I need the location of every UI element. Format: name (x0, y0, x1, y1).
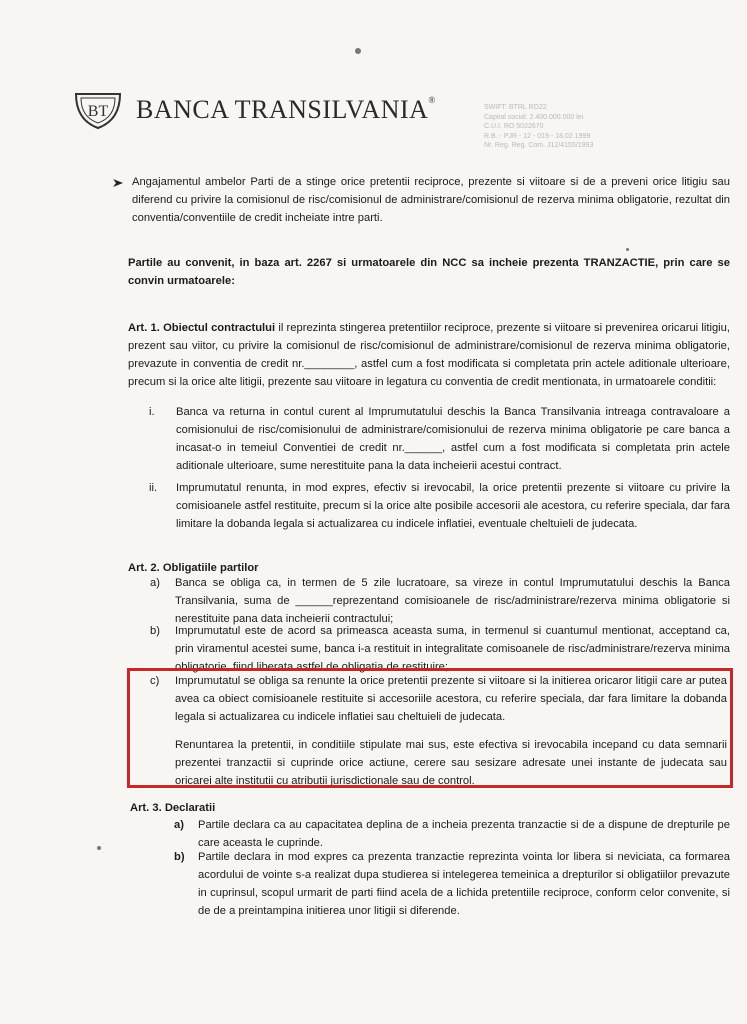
art1-text: il reprezinta stingerea pretentiilor reciproce, prezente si viitoare si prevenirea oricarui litigiu, prezent sau viitor, cu privire la comisionul de risc/comisionul de administrare/comisionul de rezerva minima obligatorie, prevazute in conventia de credit nr.________, astfel cum a fost modificata si completata prin actele aditionale ulterioare, precum si la orice alte litigii, prezente sau viitoare in legatura cu conventia de credit mentionata, in urmatoarele conditii: (128, 322, 730, 388)
art2-item-num: a) (150, 577, 160, 589)
svg-text:BT: BT (87, 103, 109, 120)
bank-address-block: SWIFT: BTRL RO22 Capital social: 2.400.000.000 lei C.U.I. RO 5022670 R.B. - PJR - 12 - 019 - 18.02.1999 Nr. Reg. Reg. Com. J12/4155/1993 (484, 104, 594, 149)
art2-item-text: Imprumutatul se obliga sa renunte la orice pretentii prezente si viitoare si la initierea oricaror litigii care ar putea avea ca obiect comisioanele restituite si accesoriile acestora, cu referire speciala, dar fara limitare la dobanda legala si actualizarea cu indicele inflatiei sau cheltuieli de judecata. (175, 675, 727, 723)
art1-item-text: Imprumutatul renunta, in mod expres, efectiv si irevocabil, la orice pretentii prezente si viitoare cu privire la comisioanele astfel restituite, precum si la orice alte posibile accesorii ale acestora, cu referire speciala, dar fara limitare la dobanda legala si actualizarea cu indicele inflatiei, eventuale cheltuieli de judecata. (176, 482, 730, 530)
convention-paragraph: Partile au convenit, in baza art. 2267 si urmatoarele din NCC sa incheie prezenta TRANZACTIE, prin care se convin urmatoarele: (128, 257, 730, 287)
art2-item-num: c) (150, 675, 160, 687)
scan-speck (97, 846, 101, 850)
brand-name: BANCA TRANSILVANIA® (136, 95, 436, 124)
art1-item-num: ii. (149, 482, 158, 494)
art1-item-text: Banca va returna in contul curent al Imprumutatului deschis la Banca Transilvania intreaga contravaloare a comisionului de risc/comisionului de administrare/comisionului de rezerva minima obligatorie pe care banca a incasat-o in temeiul Conventiei de credit nr.______, astfel cum a fost modificata si completata prin actele aditionale ulterioare, sume nerestituite pana la data incheierii acestui contract. (176, 406, 730, 472)
art2-item-text: Banca se obliga ca, in termen de 5 zile lucratoare, sa vireze in contul Imprumutatului deschis la Banca Transilvania, suma de ______reprezentand comisioanele de risc/administrare/rezerva minima obligatorie si nerestituite pana data incheierii contractului; (175, 577, 730, 625)
waiver-paragraph: Renuntarea la pretentii, in conditiile stipulate mai sus, este efectiva si irevocabila incepand cu data semnarii prezentei tranzactii si cuprinde orice actiune, cerere sau sesizare adresate unei instante de judecata sau oricarei alte institutii cu atributii jurisdictionale sau de control. (175, 739, 727, 787)
art2-item-num: b) (150, 625, 160, 637)
intro-paragraph: Angajamentul ambelor Parti de a stinge orice pretentii reciproce, prezente si viitoare si de a preveni orice litigiu sau diferend cu privire la comisionul de risc/comisionul de administrare/comisionul de rezerva minima obligatorie, rezultat din conventia/conventiile de credit incheiate intre parti. (132, 176, 730, 224)
art1-paragraph (128, 319, 730, 391)
art3-item-text: Partile declara ca au capacitatea deplina de a incheia prezenta tranzactie si de a dispune de drepturile pe care aceasta le cuprinde. (198, 819, 730, 849)
art3-item-text: Partile declara in mod expres ca prezenta tranzactie reprezinta vointa lor libera si neviciata, ca formarea acordului de vointe s-a realizat dupa studierea si intelegerea temeinica a drepturilor si obligatiilor prevazute in cuprinsul, scopul urmarit de parti fiind acela de a lichida pretentiile reciproce, conform celor convenite, si de de a preintampina initierea unor litigii si diferende. (198, 851, 730, 917)
arrowhead-bullet-icon (112, 177, 124, 189)
bank-logo (72, 90, 436, 130)
art2-item-text: Imprumutatul este de acord sa primeasca aceasta suma, in termenul si cuantumul mentionat, acceptand ca, prin viramentul acestei sume, banca i-a restituit in integralitate comisoanele de risc/administrare/rezerva minima obligatorie, fiind liberata astfel de obligatia de restituire; (175, 625, 730, 673)
art3-item-num: b) (174, 851, 185, 863)
art3-title: Art. 3. Declaratii (130, 802, 216, 814)
art3-item-num: a) (174, 819, 184, 831)
art2-title: Art. 2. Obligatiile partilor (128, 562, 259, 574)
art1-title: Art. 1. Obiectul contractului (128, 322, 276, 334)
scan-speck (626, 248, 629, 251)
scan-speck (355, 48, 361, 54)
bt-shield-logo-icon (72, 90, 124, 130)
highlight-box (127, 668, 733, 788)
art1-item-num: i. (149, 406, 155, 418)
